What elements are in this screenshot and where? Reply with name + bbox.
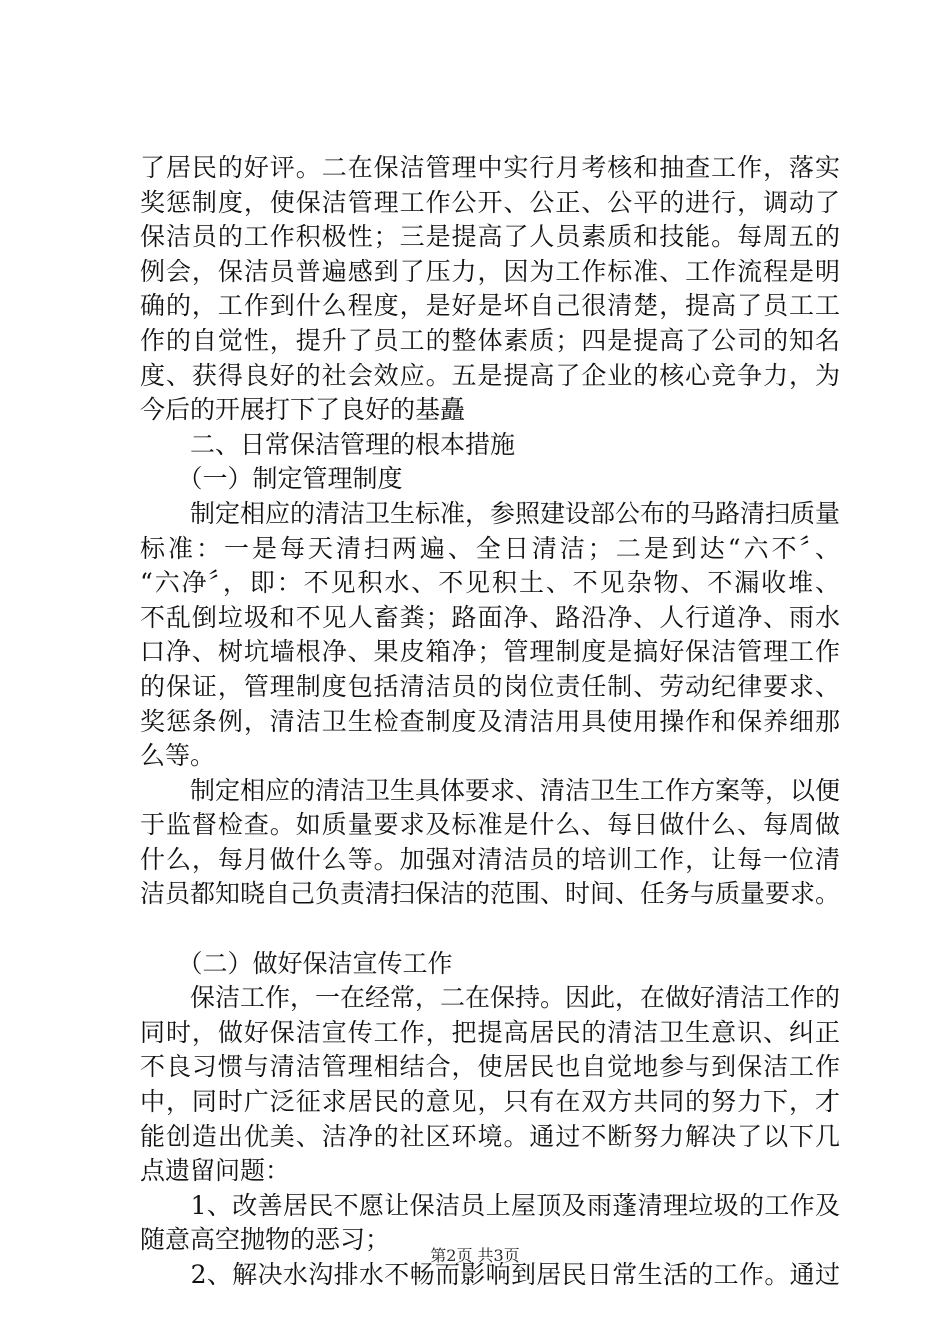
text-line: 保洁工作，一在经常，二在保持。因此，在做好清洁工作的 — [140, 983, 841, 1013]
text-line: 保洁员的工作积极性；三是提高了人员素质和技能。每周五的 — [140, 222, 840, 252]
text-line: 能创造出优美、洁净的社区环境。通过不断努力解决了以下几 — [140, 1121, 840, 1151]
text-line: 制定相应的清洁卫生具体要求、清洁卫生工作方案等，以便 — [140, 775, 841, 805]
text-line: 不乱倒垃圾和不见人畜粪；路面净、路沿净、人行道净、雨水 — [140, 602, 840, 632]
text-line: 洁员都知晓自己负责清扫保洁的范围、时间、任务与质量要求。 — [140, 879, 841, 909]
text-line: 例会，保洁员普遍感到了压力，因为工作标准、工作流程是明 — [140, 256, 840, 286]
text-line: 今后的开展打下了良好的基矗 — [140, 395, 466, 425]
page-number: 第2页 共3页 — [430, 1246, 520, 1265]
text-line: 口净、树坑墙根净、果皮箱净；管理制度是搞好保洁管理工作 — [140, 637, 840, 667]
text-line: 确的，工作到什么程度，是好是坏自己很清楚，提高了员工工 — [140, 291, 840, 321]
text-line: “六净〞，即：不见积水、不见积土、不见杂物、不漏收堆、 — [140, 568, 840, 598]
text-line: 点遗留问题： — [140, 1156, 291, 1186]
text-line: 1、改善居民不愿让保洁员上屋顶及雨蓬清理垃圾的工作及 — [140, 1190, 840, 1220]
text-line: 奖惩条例，清洁卫生检查制度及清洁用具使用操作和保养细那 — [140, 706, 840, 736]
text-line: 于监督检查。如质量要求及标准是什么、每日做什么、每周做 — [140, 810, 840, 840]
text-line: 标准：一是每天清扫两遍、全日清洁；二是到达“六不〞、 — [140, 533, 840, 563]
text-line: 中，同时广泛征求居民的意见，只有在双方共同的努力下，才 — [140, 1087, 840, 1117]
text-line: 奖惩制度，使保洁管理工作公开、公正、公平的进行，调动了 — [140, 187, 840, 217]
text-line: 的保证，管理制度包括清洁员的岗位责任制、劳动纪律要求、 — [140, 671, 840, 701]
subsection-heading: （二）做好保洁宣传工作 — [140, 948, 453, 978]
text-line: 么等。 — [140, 741, 216, 771]
text-line: 作的自觉性，提升了员工的整体素质；四是提高了公司的知名 — [140, 325, 840, 355]
document-body — [140, 151, 840, 1293]
text-line: 制定相应的清洁卫生标准，参照建设部公布的马路清扫质量 — [140, 498, 841, 528]
text-line: 随意高空抛物的恶习； — [140, 1225, 391, 1255]
blank-line — [140, 912, 840, 947]
text-line: 什么，每月做什么等。加强对清洁员的培训工作，让每一位清 — [140, 844, 840, 874]
text-line: 2、解决水沟排水不畅而影响到居民日常生活的工作。通过 — [140, 1260, 840, 1289]
subsection-heading: （一）制定管理制度 — [140, 464, 403, 494]
text-line: 度、获得良好的社会效应。五是提高了企业的核心竞争力，为 — [140, 360, 840, 390]
section-heading: 二、日常保洁管理的根本措施 — [140, 429, 516, 459]
text-line: 同时，做好保洁宣传工作，把提高居民的清洁卫生意识、纠正 — [140, 1017, 840, 1047]
text-line: 不良习惯与清洁管理相结合，使居民也自觉地参与到保洁工作 — [140, 1052, 840, 1082]
text-line: 了居民的好评。二在保洁管理中实行月考核和抽查工作，落实 — [140, 153, 840, 182]
